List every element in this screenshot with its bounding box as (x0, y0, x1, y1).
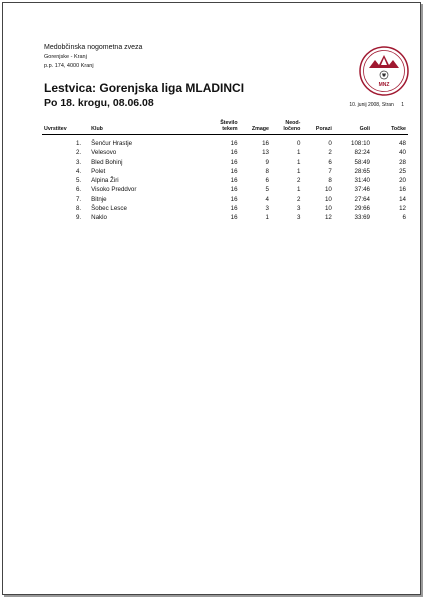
cell-wins: 8 (265, 167, 269, 175)
cell-rank: 3. (75, 158, 82, 166)
cell-played: 16 (230, 177, 238, 185)
table-row (42, 185, 408, 194)
organization-address: p.p. 174, 4000 Kranj (44, 63, 94, 69)
table-row (42, 176, 408, 185)
cell-draws: 1 (296, 186, 301, 194)
cell-club: Polet (91, 167, 106, 175)
table-row (42, 148, 408, 157)
cell-wins: 6 (265, 177, 269, 185)
table-row (42, 167, 408, 176)
cell-points: 28 (399, 158, 406, 166)
cell-club: Visoko Preddvor (91, 186, 137, 194)
cell-rank: 4. (75, 167, 82, 175)
cell-losses: 10 (324, 186, 332, 194)
logo-text: MNZ (378, 82, 390, 88)
cell-draws: 3 (296, 214, 301, 222)
cell-rank: 5. (75, 177, 82, 185)
cell-losses: 6 (328, 158, 332, 166)
cell-rank: 6. (75, 186, 82, 194)
cell-wins: 4 (265, 195, 269, 203)
standings-body (42, 135, 408, 223)
page-subtitle: Po 18. krogu, 08.06.08 (44, 97, 154, 109)
cell-goals: 108:10 (351, 140, 370, 147)
table-row (42, 204, 408, 213)
cell-played: 16 (230, 140, 238, 147)
mnz-logo (359, 46, 409, 96)
cell-rank: 9. (75, 214, 82, 222)
cell-points: 6 (402, 214, 406, 222)
cell-draws: 2 (296, 177, 301, 185)
cell-rank: 2. (75, 149, 82, 157)
print-date: 10. junij 2008, Stran (349, 102, 394, 108)
cell-wins: 16 (262, 140, 269, 147)
cell-losses: 10 (324, 195, 332, 203)
cell-wins: 5 (265, 186, 269, 194)
cell-wins: 1 (265, 214, 269, 222)
organization-block (44, 43, 142, 71)
cell-club: Bled Bohinj (91, 158, 123, 166)
header-wins: Zmage (240, 120, 271, 135)
table-row (42, 195, 408, 204)
cell-played: 16 (230, 167, 238, 175)
table-row (42, 158, 408, 167)
cell-club: Velesovo (91, 149, 117, 157)
cell-draws: 2 (296, 195, 301, 203)
table-row (42, 213, 408, 222)
cell-club: Alpina Žiri (91, 177, 119, 185)
cell-draws: 3 (296, 205, 301, 213)
cell-losses: 2 (328, 149, 332, 157)
header-rank: Uvrstitev (42, 120, 89, 135)
cell-losses: 7 (328, 167, 332, 175)
cell-club: Šobec Lesce (91, 205, 127, 213)
cell-club: Šenčur Hrastje (91, 140, 133, 147)
cell-wins: 9 (265, 158, 269, 166)
cell-club: Naklo (91, 214, 107, 222)
cell-played: 16 (230, 149, 238, 157)
cell-played: 16 (230, 205, 238, 213)
cell-wins: 3 (265, 205, 269, 213)
cell-draws: 1 (296, 158, 301, 166)
document-page (2, 2, 421, 595)
organization-name: Medobčinska nogometna zveza (44, 44, 143, 51)
cell-goals: 29:66 (354, 205, 370, 213)
cell-rank: 7. (75, 195, 82, 203)
header-draws: Neod-ločeno (271, 120, 302, 135)
header-losses: Porazi (302, 120, 333, 135)
cell-played: 16 (230, 195, 238, 203)
cell-goals: 58:49 (354, 158, 370, 166)
cell-goals: 28:65 (354, 167, 370, 175)
cell-points: 16 (399, 186, 406, 194)
cell-points: 48 (399, 140, 406, 147)
cell-losses: 10 (324, 205, 332, 213)
page-number: 1 (401, 102, 404, 108)
cell-goals: 37:46 (354, 186, 370, 194)
header-played: Število tekem (204, 120, 240, 135)
cell-goals: 33:69 (354, 214, 370, 222)
cell-points: 14 (399, 195, 406, 203)
table-row (42, 135, 408, 149)
cell-rank: 8. (75, 205, 82, 213)
table-header-row (42, 120, 408, 135)
cell-points: 20 (399, 177, 406, 185)
cell-goals: 31:40 (354, 177, 370, 185)
cell-losses: 12 (324, 214, 332, 222)
header-goals: Goli (334, 120, 372, 135)
cell-losses: 0 (328, 140, 332, 147)
header-points: Točke (372, 120, 408, 135)
cell-played: 16 (230, 158, 238, 166)
cell-points: 25 (399, 167, 406, 175)
cell-points: 40 (399, 149, 406, 157)
cell-goals: 27:64 (354, 195, 370, 203)
cell-losses: 8 (328, 177, 332, 185)
cell-goals: 82:24 (354, 149, 370, 157)
standings-table (42, 120, 408, 223)
cell-draws: 0 (296, 140, 301, 147)
cell-wins: 13 (262, 149, 269, 157)
cell-rank: 1. (75, 140, 82, 147)
cell-draws: 1 (296, 167, 301, 175)
cell-draws: 1 (296, 149, 301, 157)
header-club: Klub (89, 120, 204, 135)
organization-region: Gorenjske - Kranj (44, 54, 87, 60)
cell-played: 16 (230, 214, 238, 222)
cell-club: Bitnje (91, 195, 107, 203)
print-info (343, 102, 404, 108)
cell-points: 12 (399, 205, 406, 213)
page-title: Lestvica: Gorenjska liga MLADINCI (44, 81, 245, 95)
cell-played: 16 (230, 186, 238, 194)
